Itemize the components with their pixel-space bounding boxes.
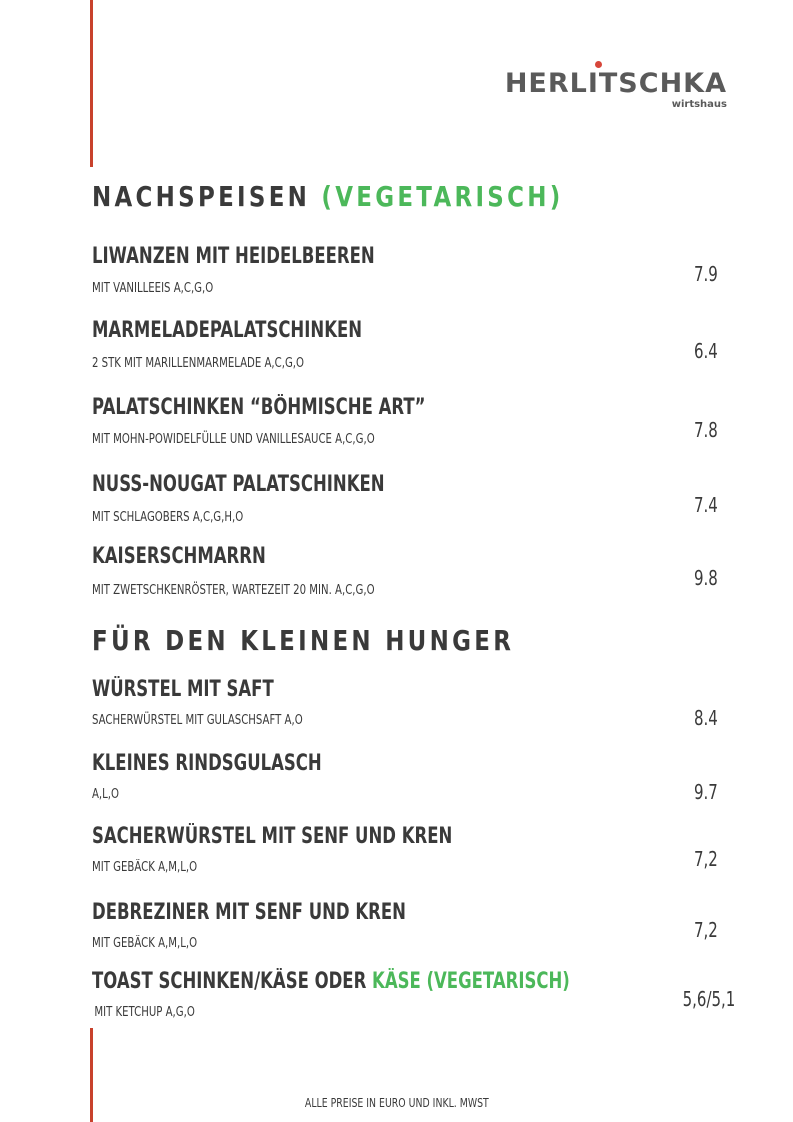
item-name: KAISERSCHMARRN (92, 544, 266, 569)
menu-item (92, 474, 742, 524)
item-price: 6.4 (694, 339, 718, 363)
section-title-kleiner-hunger (92, 624, 514, 657)
item-description: A,L,O (92, 787, 120, 802)
item-name: SACHERWÜRSTEL MIT SENF UND KREN (92, 824, 453, 849)
accent-line-top (90, 0, 93, 167)
price-note (0, 1096, 793, 1110)
item-name: KLEINES RINDSGULASCH (92, 751, 322, 776)
menu-item (92, 971, 742, 1019)
item-price: 8.4 (694, 706, 718, 730)
item-name: WÜRSTEL MIT SAFT (92, 677, 274, 702)
item-description: MIT VANILLEEIS A,C,G,O (92, 281, 214, 296)
logo-dot-icon (595, 61, 602, 68)
menu-item (92, 679, 742, 727)
item-name (92, 971, 580, 993)
section-title-text: FÜR DEN KLEINEN HUNGER (92, 624, 515, 657)
item-name: MARMELADEPALATSCHINKEN (92, 318, 363, 343)
item-price: 7,2 (694, 918, 718, 942)
item-name: PALATSCHINKEN “BÖHMISCHE ART” (92, 395, 426, 420)
menu-item (92, 753, 742, 801)
item-price: 9.7 (694, 780, 718, 804)
menu-item (92, 902, 742, 950)
item-description: MIT ZWETSCHKENRÖSTER, WARTEZEIT 20 MIN. A,C,G,O (92, 583, 375, 598)
item-price: 7,2 (694, 847, 718, 871)
section-title-highlight: (VEGETARISCH) (321, 180, 564, 213)
item-price: 7.8 (694, 418, 718, 442)
item-description: MIT GEBÄCK A,M,L,O (92, 860, 198, 875)
menu-item (92, 546, 742, 597)
item-price: 5,6/5,1 (682, 987, 735, 1011)
item-price: 9.8 (694, 566, 718, 590)
menu-item (92, 320, 742, 370)
section-title-nachspeisen (92, 180, 564, 213)
item-price: 7.4 (694, 493, 718, 517)
item-description: SACHERWÜRSTEL MIT GULASCHSAFT A,O (92, 713, 303, 728)
item-price: 7.9 (694, 262, 718, 286)
section-title-text: NACHSPEISEN (92, 180, 311, 213)
brand-name: HERLITSCHKA (504, 68, 727, 99)
menu-item (92, 246, 742, 295)
brand-subtitle: wirtshaus (671, 99, 727, 110)
item-name: NUSS-NOUGAT PALATSCHINKEN (92, 472, 385, 497)
item-name-highlight: KÄSE (VEGETARISCH) (372, 969, 570, 994)
item-description: MIT KETCHUP A,G,O (94, 1005, 195, 1020)
footer-text: ALLE PREISE IN EURO UND INKL. MWST (304, 1096, 489, 1110)
item-description: MIT GEBÄCK A,M,L,O (92, 936, 198, 951)
item-description: 2 STK MIT MARILLENMARMELADE A,C,G,O (92, 356, 305, 371)
item-description: MIT SCHLAGOBERS A,C,G,H,O (92, 510, 244, 525)
item-name: DEBREZINER MIT SENF UND KREN (92, 900, 406, 925)
menu-item (92, 397, 742, 446)
menu-item (92, 826, 742, 874)
item-name: LIWANZEN MIT HEIDELBEEREN (92, 244, 375, 269)
brand-logo (505, 70, 727, 110)
item-name-text: TOAST SCHINKEN/KÄSE ODER (92, 969, 373, 994)
item-description: MIT MOHN-POWIDELFÜLLE UND VANILLESAUCE A,C,G,O (92, 432, 375, 447)
